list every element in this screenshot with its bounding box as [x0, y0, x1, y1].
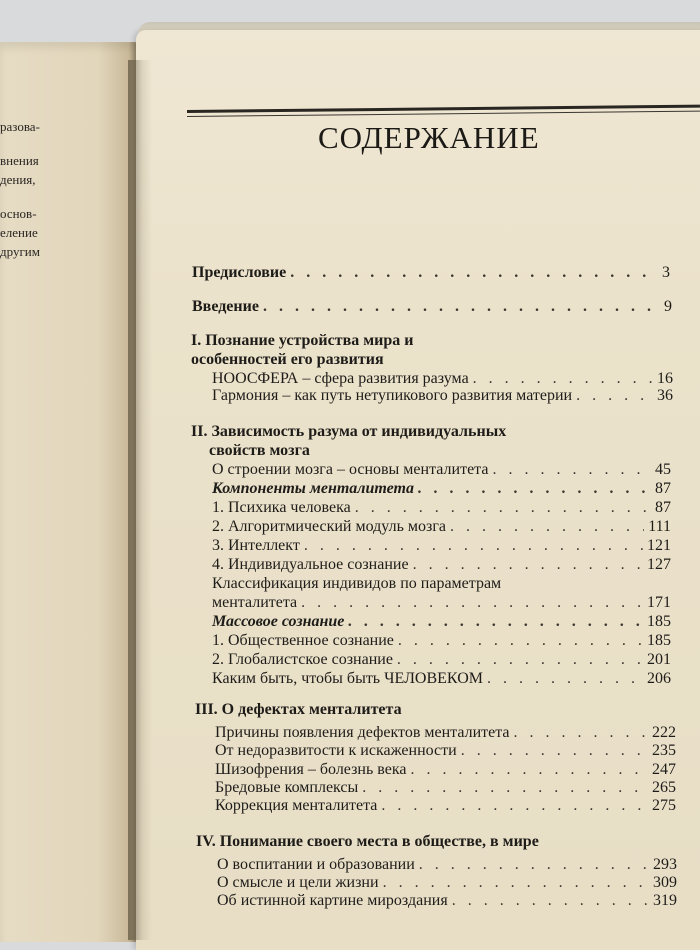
toc-entry-intro — [192, 297, 672, 316]
toc-entry — [215, 760, 676, 779]
toc-entry-label: Предисловие — [192, 264, 287, 281]
toc-entry-label: Бредовые комплексы — [215, 779, 359, 796]
left-page-text-line: еление — [0, 225, 38, 240]
section-heading: II. Зависимость разума от индивидуальных — [191, 423, 507, 440]
toc-entry — [215, 723, 676, 742]
toc-entry-label: Массовое сознание — [212, 613, 345, 630]
toc-entry — [212, 555, 671, 574]
toc-entry-page: 36 — [657, 387, 673, 404]
toc-entry — [212, 593, 671, 612]
toc-entry-label: Об истинной картине мироздания — [217, 892, 448, 909]
toc-entry-label: 1. Общественное сознание — [212, 632, 394, 649]
toc-entry-page: 293 — [653, 856, 677, 873]
book-gutter — [128, 60, 152, 940]
toc-entry-subsection — [212, 612, 671, 631]
section-heading: IV. Понимание своего места в обществе, в мире — [196, 833, 539, 850]
toc-entry-label: 3. Интеллект — [212, 537, 300, 554]
left-page-text-line: внения — [0, 153, 39, 168]
toc-entry — [212, 536, 671, 555]
toc-entry-label: 4. Индивидуальное сознание — [212, 556, 409, 573]
toc-entry — [212, 650, 671, 669]
leader-dots — [381, 796, 648, 815]
toc-entry — [212, 574, 671, 593]
toc-entry-page: 185 — [647, 632, 671, 649]
leader-dots — [413, 555, 643, 574]
leader-dots — [301, 593, 643, 612]
toc-entry-label: менталитета — [212, 594, 298, 611]
leader-dots — [383, 873, 649, 892]
section-heading: III. О дефектах менталитета — [195, 701, 402, 718]
toc-entry-label: 1. Психика человека — [212, 499, 351, 516]
leader-dots — [461, 741, 648, 760]
toc-entry-label: Коррекция менталитета — [215, 797, 378, 814]
leader-dots — [398, 631, 643, 650]
toc-entry-page: 185 — [647, 613, 671, 630]
toc-entry — [212, 517, 671, 536]
toc-entry-label: Причины появления дефектов менталитета — [215, 724, 510, 741]
toc-entry — [212, 631, 671, 650]
toc-entry-subsection — [212, 479, 671, 498]
section-heading: особенностей его развития — [191, 351, 384, 368]
toc-entry-label: 2. Алгоритмический модуль мозга — [212, 518, 446, 535]
leader-dots — [263, 297, 660, 316]
toc-entry-page: 201 — [647, 651, 671, 668]
toc-entry-label: Введение — [192, 298, 259, 315]
toc-entry — [217, 855, 677, 874]
leader-dots — [355, 498, 651, 517]
toc-entry-label: Компоненты менталитета — [212, 480, 414, 497]
toc-entry — [212, 669, 671, 688]
toc-entry-page: 247 — [652, 761, 676, 778]
toc-entry-label: О смысле и цели жизни — [217, 874, 379, 891]
leader-dots — [492, 460, 651, 479]
toc-entry-label: Шизофрения – болезнь века — [215, 761, 407, 778]
toc-entry-page: 121 — [647, 537, 671, 554]
left-page-text-line: разова- — [0, 119, 40, 134]
left-page-text-line: основ- — [0, 206, 37, 221]
toc-entry-page: 235 — [652, 742, 676, 759]
toc-entry-page: 127 — [647, 556, 671, 573]
leader-dots — [290, 263, 658, 282]
toc-entry-page: 87 — [655, 499, 671, 516]
toc-entry-page: 222 — [652, 724, 676, 741]
toc-entry-label: От недоразвитости к искаженности — [215, 742, 457, 759]
toc-entry — [212, 386, 673, 405]
left-page — [0, 42, 140, 942]
toc-entry-page: 16 — [657, 370, 673, 387]
toc-entry-page: 45 — [655, 461, 671, 478]
leader-dots — [418, 479, 651, 498]
leader-dots — [304, 536, 643, 555]
page-title: СОДЕРЖАНИЕ — [318, 120, 540, 155]
leader-dots — [362, 778, 648, 797]
leader-dots — [348, 612, 643, 631]
toc-entry — [217, 873, 677, 892]
section-heading: I. Познание устройства мира и — [191, 332, 414, 349]
leader-dots — [419, 855, 649, 874]
toc-entry — [212, 460, 671, 479]
toc-entry-label: Гармония – как путь нетупикового развития материи — [212, 387, 573, 404]
left-page-text-line: другим — [0, 244, 40, 259]
toc-entry-label: Классификация индивидов по параметрам — [212, 575, 502, 592]
leader-dots — [576, 386, 653, 405]
toc-entry-label: Каким быть, чтобы быть ЧЕЛОВЕКОМ — [212, 670, 483, 687]
toc-entry-page: 309 — [653, 874, 677, 891]
toc-entry — [215, 741, 676, 760]
leader-dots — [514, 723, 648, 742]
toc-entry-page: 111 — [648, 518, 671, 535]
toc-entry — [217, 891, 677, 910]
toc-entry-page: 265 — [652, 779, 676, 796]
toc-entry-page: 9 — [664, 298, 672, 315]
toc-entry — [215, 778, 676, 797]
left-page-text-line: дения, — [0, 172, 36, 187]
toc-entry-page: 87 — [655, 480, 671, 497]
toc-entry-page: 206 — [647, 670, 671, 687]
leader-dots — [410, 760, 648, 779]
leader-dots — [397, 650, 643, 669]
leader-dots — [452, 891, 649, 910]
toc-entry-preface — [192, 263, 670, 282]
toc-entry-page: 3 — [662, 264, 670, 281]
toc-entry-page: 319 — [653, 892, 677, 909]
leader-dots — [450, 517, 644, 536]
toc-entry-label: 2. Глобалистское сознание — [212, 651, 393, 668]
leader-dots — [487, 669, 643, 688]
toc-entry-page: 171 — [647, 594, 671, 611]
toc-entry — [215, 796, 676, 815]
toc-entry-label: О строении мозга – основы менталитета — [212, 461, 489, 478]
section-heading: свойств мозга — [209, 442, 310, 459]
toc-entry — [212, 498, 671, 517]
toc-entry-label: НООСФЕРА – сфера развития разума — [212, 370, 469, 387]
toc-entry-page: 275 — [652, 797, 676, 814]
toc-entry-label: О воспитании и образовании — [217, 856, 415, 873]
